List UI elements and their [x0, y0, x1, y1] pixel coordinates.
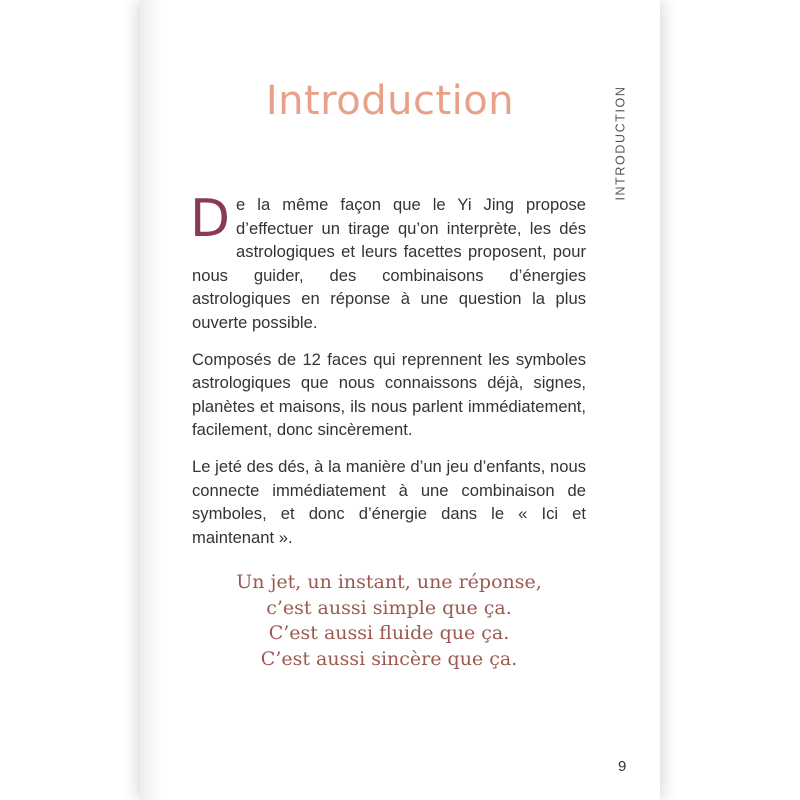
book-page [140, 0, 660, 800]
paragraph-1 [190, 189, 586, 335]
paragraph-2: Composés de 12 faces qui reprennent les symboles astrologiques que nous connaissons déjà, signes, planètes et maisons, ils nous parlent immédiatement, facilement, donc sincèrement. [192, 349, 586, 440]
paragraph-1-text: e la même façon que le Yi Jing propose d’effectuer un tirage qu’on interprète, les dés astrologiques et leurs facettes proposent, pour nous guider, des combinaisons d’énergies astrologiques en réponse à une question la plus ouverte possible. [192, 195, 586, 332]
page-title: Introduction [265, 78, 515, 124]
quote-line: c’est aussi simple que ça. [266, 596, 512, 619]
drop-cap: D [190, 189, 231, 249]
running-head [606, 87, 636, 199]
quote-line: C’est aussi sincère que ça. [260, 647, 518, 670]
body-text [190, 189, 586, 562]
quote-line: Un jet, un instant, une réponse, [236, 571, 542, 593]
page-number: 9 [618, 758, 627, 775]
running-head-label: INTRODUCTION [614, 85, 628, 201]
pull-quote [192, 570, 586, 672]
quote-line: C’est aussi fluide que ça. [268, 622, 510, 644]
paragraph-3: Le jeté des dés, à la manière d’un jeu d’enfants, nous connecte immédiatement à une combinaison de symboles, et donc d’énergie dans le « Ici et maintenant ». [192, 456, 586, 547]
